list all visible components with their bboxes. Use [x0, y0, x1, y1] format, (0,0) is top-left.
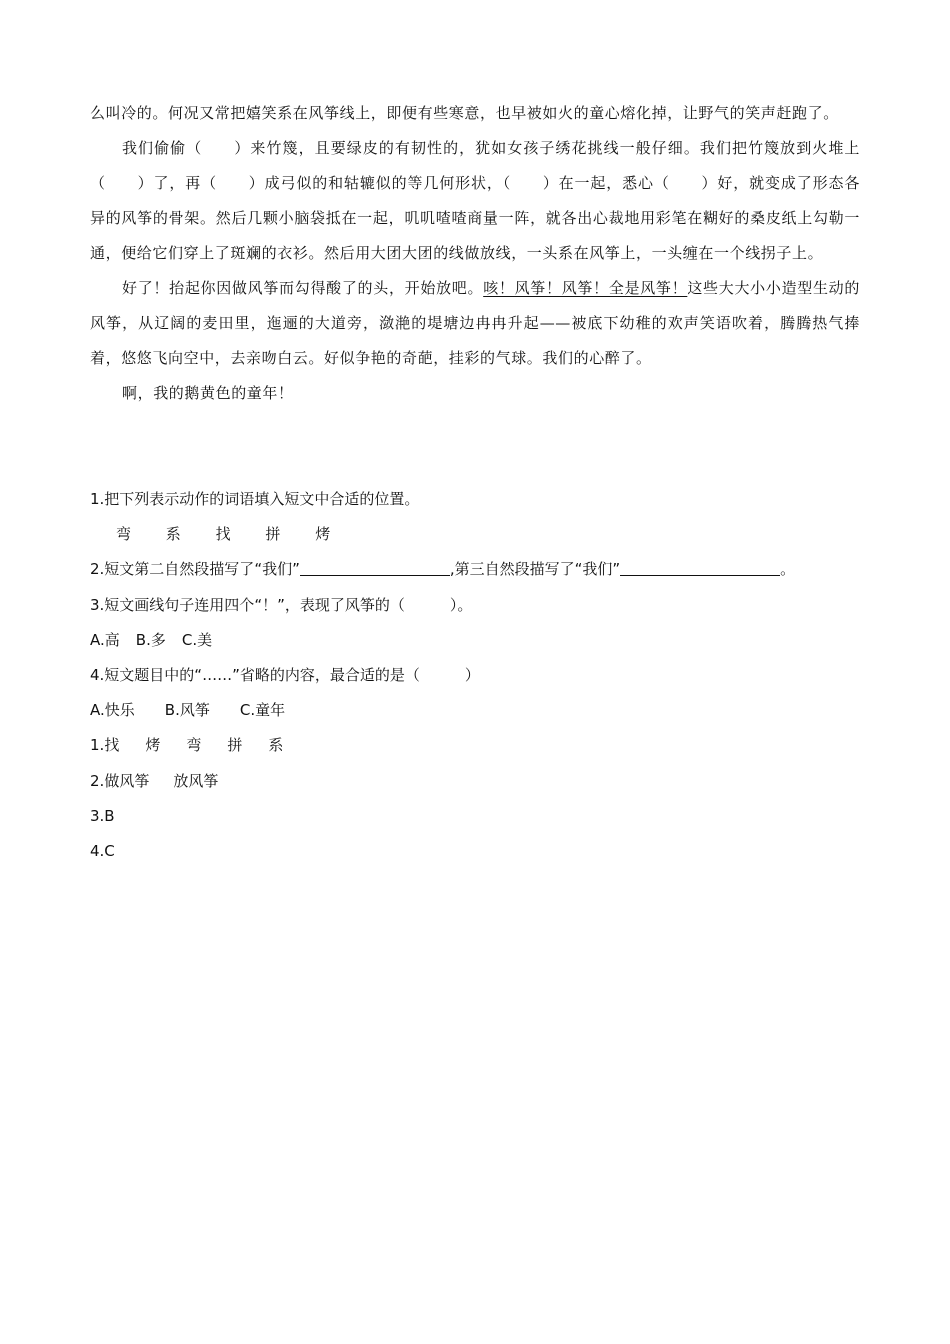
- question-1: 1.把下列表示动作的词语填入短文中合适的位置。: [90, 490, 420, 508]
- passage-paragraph-3-start: 好了！抬起你因做风筝而勾得酸了的头，开始放吧。: [122, 279, 484, 297]
- word-bank-item: 烤: [315, 525, 331, 544]
- question-2-end: 。: [780, 560, 796, 579]
- question-3-options: [90, 623, 880, 658]
- answer-word: 烤: [145, 736, 161, 755]
- answer-word: 放风筝: [173, 771, 219, 790]
- answer-word: 找: [104, 736, 120, 755]
- answer-label: 2.: [90, 771, 105, 790]
- option-b: B.多: [135, 630, 166, 649]
- answer-2: [90, 764, 880, 799]
- word-bank-item: 拼: [265, 525, 281, 544]
- word-bank: [90, 517, 880, 552]
- answer-word: 拼: [227, 736, 243, 755]
- answer-label: 1.: [90, 736, 105, 755]
- option-a: A.快乐: [90, 701, 135, 720]
- question-4-options: [90, 693, 880, 728]
- answer-3: 3.B: [90, 806, 115, 825]
- answer-word: 系: [268, 736, 284, 755]
- reading-passage: [90, 96, 860, 411]
- question-4: 4.短文题目中的“……”省略的内容，最合适的是（ ）: [90, 666, 480, 685]
- option-c: C.童年: [239, 701, 286, 720]
- option-b: B.风筝: [164, 701, 210, 720]
- answer-blank-2[interactable]: [620, 557, 780, 576]
- option-a: A.高: [90, 630, 120, 649]
- passage-paragraph-3: [90, 271, 860, 376]
- question-2-part-2: ,第三自然段描写了“我们”: [449, 560, 621, 579]
- answer-word: 做风筝: [104, 771, 150, 790]
- question-3: 3.短文画线句子连用四个“！”，表现了风筝的（ ）。: [90, 595, 473, 614]
- answer-blank-1[interactable]: [300, 557, 450, 576]
- option-c: C.美: [181, 630, 213, 649]
- answer-1: [90, 728, 880, 763]
- question-2-part-1: 2.短文第二自然段描写了“我们”: [90, 560, 300, 579]
- answer-word: 弯: [186, 736, 202, 755]
- answer-4: 4.C: [90, 842, 115, 861]
- word-bank-item: 找: [215, 525, 231, 544]
- word-bank-item: 系: [165, 525, 181, 544]
- questions-section: [90, 482, 880, 869]
- question-2: [90, 552, 880, 587]
- passage-paragraph-1: 么叫冷的。何况又常把嬉笑系在风筝线上，即便有些寒意，也早被如火的童心熔化掉，让野气的笑声赶跑了。: [90, 104, 839, 122]
- word-bank-item: 弯: [116, 525, 132, 544]
- passage-paragraph-2: 我们偷偷（ ）来竹篾，且要绿皮的有韧性的，犹如女孩子绣花挑线一般仔细。我们把竹篾放到火堆上（ ）了，再（ ）成弓似的和轱辘似的等几何形状，（ ）在一起，悉心（ ）好，就变成了形态各异的风筝的骨架。然后几颗小脑袋抵在一起，叽叽喳喳商量一阵，就各出心裁地用彩笔在糊好的桑皮纸上勾勒一通，便给它们穿上了斑斓的衣衫。然后用大团大团的线做放线，一头系在风筝上，一头缠在一个线拐子上。: [90, 139, 860, 262]
- passage-paragraph-4: 啊，我的鹅黄色的童年！: [122, 384, 294, 402]
- passage-paragraph-3-end: 这些大大小小造型生动的风筝，从辽阔的麦田里，迤逦的大道旁，潋滟的堤塘边冉冉升起——被底下幼稚的欢声笑语吹着，腾腾热气捧着，悠悠飞向空中，去亲吻白云。好似争艳的奇葩，挂彩的气球。我们的心醉了。: [90, 279, 860, 367]
- underlined-sentence: 咳！风筝！风筝！全是风筝！: [483, 279, 688, 297]
